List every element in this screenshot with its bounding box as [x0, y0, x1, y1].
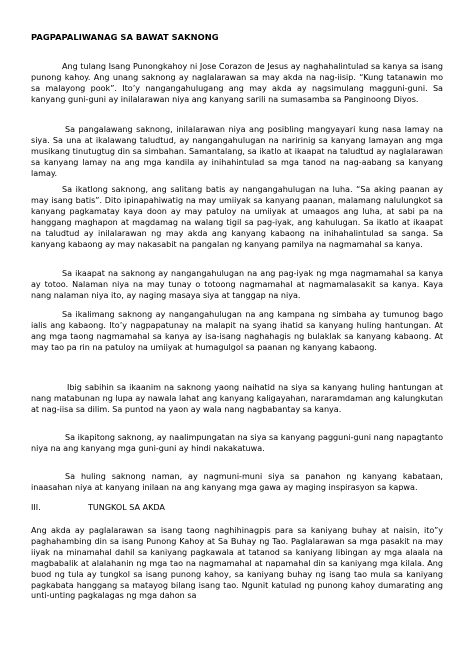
closing-paragraph: Ang akda ay paglalarawan sa isang taong naghihinagpis para sa kaniyang buhay at naisin, ito”y paghahambing din sa isang Punong Kahoy at Sa Buhay ng Tao. Paglalarawan sa mga pasakit na may iiyak na minamahal dahil sa kaniyang pagkawala at tatanod sa kaniyang libingan ay mga alaala na magbabalik at alalahanin ng mga tao na nagmamahal at napamahal din sa kaniyang mga kilala. Ang buod ng tula ay tungkol sa isang punong kahoy, sa kaniyang buhay ng isang tao mula sa kaniyang pagkabata hanggang sa matayog bilang isang tao. Ngunit katulad ng punong kahoy dumarating ang unti-unting pagkalagas ng mga dahon sa — [31, 526, 443, 601]
section-title: TUNGKOL SA AKDA — [88, 503, 165, 512]
paragraph-4: Sa ikaapat na saknong ay nangangahulugan na ang pag-iyak ng mga nagmamahal sa kanya ay totoo. Nalaman niya na may tunay o totoong nagmamahal at nagmamalasakit sa kanya. Kaya nang nalaman niya ito, ay naging masaya siya at tanggap na niya. — [31, 269, 443, 300]
section-number: III. — [31, 503, 41, 512]
paragraph-7: Sa ikapitong saknong, ay naalimpungatan na siya sa kanyang pagguni-guni nang napagtanto niya na ang kanyang mga guni-guni ay hindi nakakatuwa. — [31, 433, 443, 453]
paragraph-3: Sa ikatlong saknong, ang salitang batis ay nangangahulugan na luha. “Sa aking paanan ay may isang batis”. Dito ipinapahiwatig na may umiiyak sa kanyang paanan, malamang nalulungkot sa kanyang pagkamatay kaya doon ay may patuloy na umiiyak at umaagos ang luha, at sabi pa na hanggang maghapon at magdamag na walang tigil sa pag-iyak, ang kahulugan. Sa ikatlo at ikaapat na taludtud ay inilalarawan ng may akda ang kanyang kabaong na inihahalintulad sa sanga. Sa kanyang kabaong ay may nakasabit na pangalan ng kanyang pamilya na nagmamahal sa kanya. — [31, 185, 443, 249]
paragraph-8: Sa huling saknong naman, ay nagmuni-muni siya sa panahon ng kanyang kabataan, inaasahan niya at kanyang inilaan na ang kanyang mga gawa ay maging inspirasyon sa kapwa. — [31, 472, 443, 492]
section-heading — [31, 503, 443, 514]
paragraph-6: Ibig sabihin sa ikaanim na saknong yaong naihatid na siya sa kanyang huling hantungan at nang matabunan ng lupa ay nawala lahat ang kanyang kaligayahan, nararamdaman ang kalungkutan at nag-iisa sa dilim. Sa puntod na yaon ay wala nang nagbabantay sa kanya. — [31, 383, 443, 414]
paragraph-1: Ang tulang Isang Punongkahoy ni Jose Corazon de Jesus ay naghahalintulad sa kanya sa isang punong kahoy. Ang unang saknong ay naglalarawan sa may akda na nag-iisip. “Kung tatanawin mo sa malayong pook”. Ito’y nangangahulugang ang may akda ay nagsimulang magguni-guni. Sa kanyang guni-guni ay inilalarawan niya ang kanyang sarili na sumasamba sa Panginoong Diyos. — [31, 62, 443, 104]
paragraph-2: Sa pangalawang saknong, inilalarawan niya ang posibling mangyayari kung nasa lamay na siya. Sa una at ikalawang taludtud, ay nangangahulugan na naririnig sa kanyang lamayan ang mga musikang tinutugtug din sa simbahan. Samantalang, sa ikatlo at ikaapat na taludtud ay naglalarawan sa kanyang lamay na ang mga kandila ay inihahintulad sa mga tanod na nag-aabang sa kanyang lamay. — [31, 125, 443, 178]
paragraph-5: Sa ikalimang saknong ay nangangahulugan na ang kampana ng simbaha ay tumunog bago ialis ang kabaong. Ito’y nagpapatunay na malapit na syang ihatid sa kanyang huling hantungan. At ang mga taong nagmamahal sa kanya ay isa-isang naghahagis ng bulaklak sa kanyang kabaong. At may tao pa rin na patuloy na umiiyak at humagulgol sa paanan ng kanyang kabaong. — [31, 310, 443, 352]
document-title: PAGPAPALIWANAG SA BAWAT SAKNONG — [31, 32, 219, 42]
